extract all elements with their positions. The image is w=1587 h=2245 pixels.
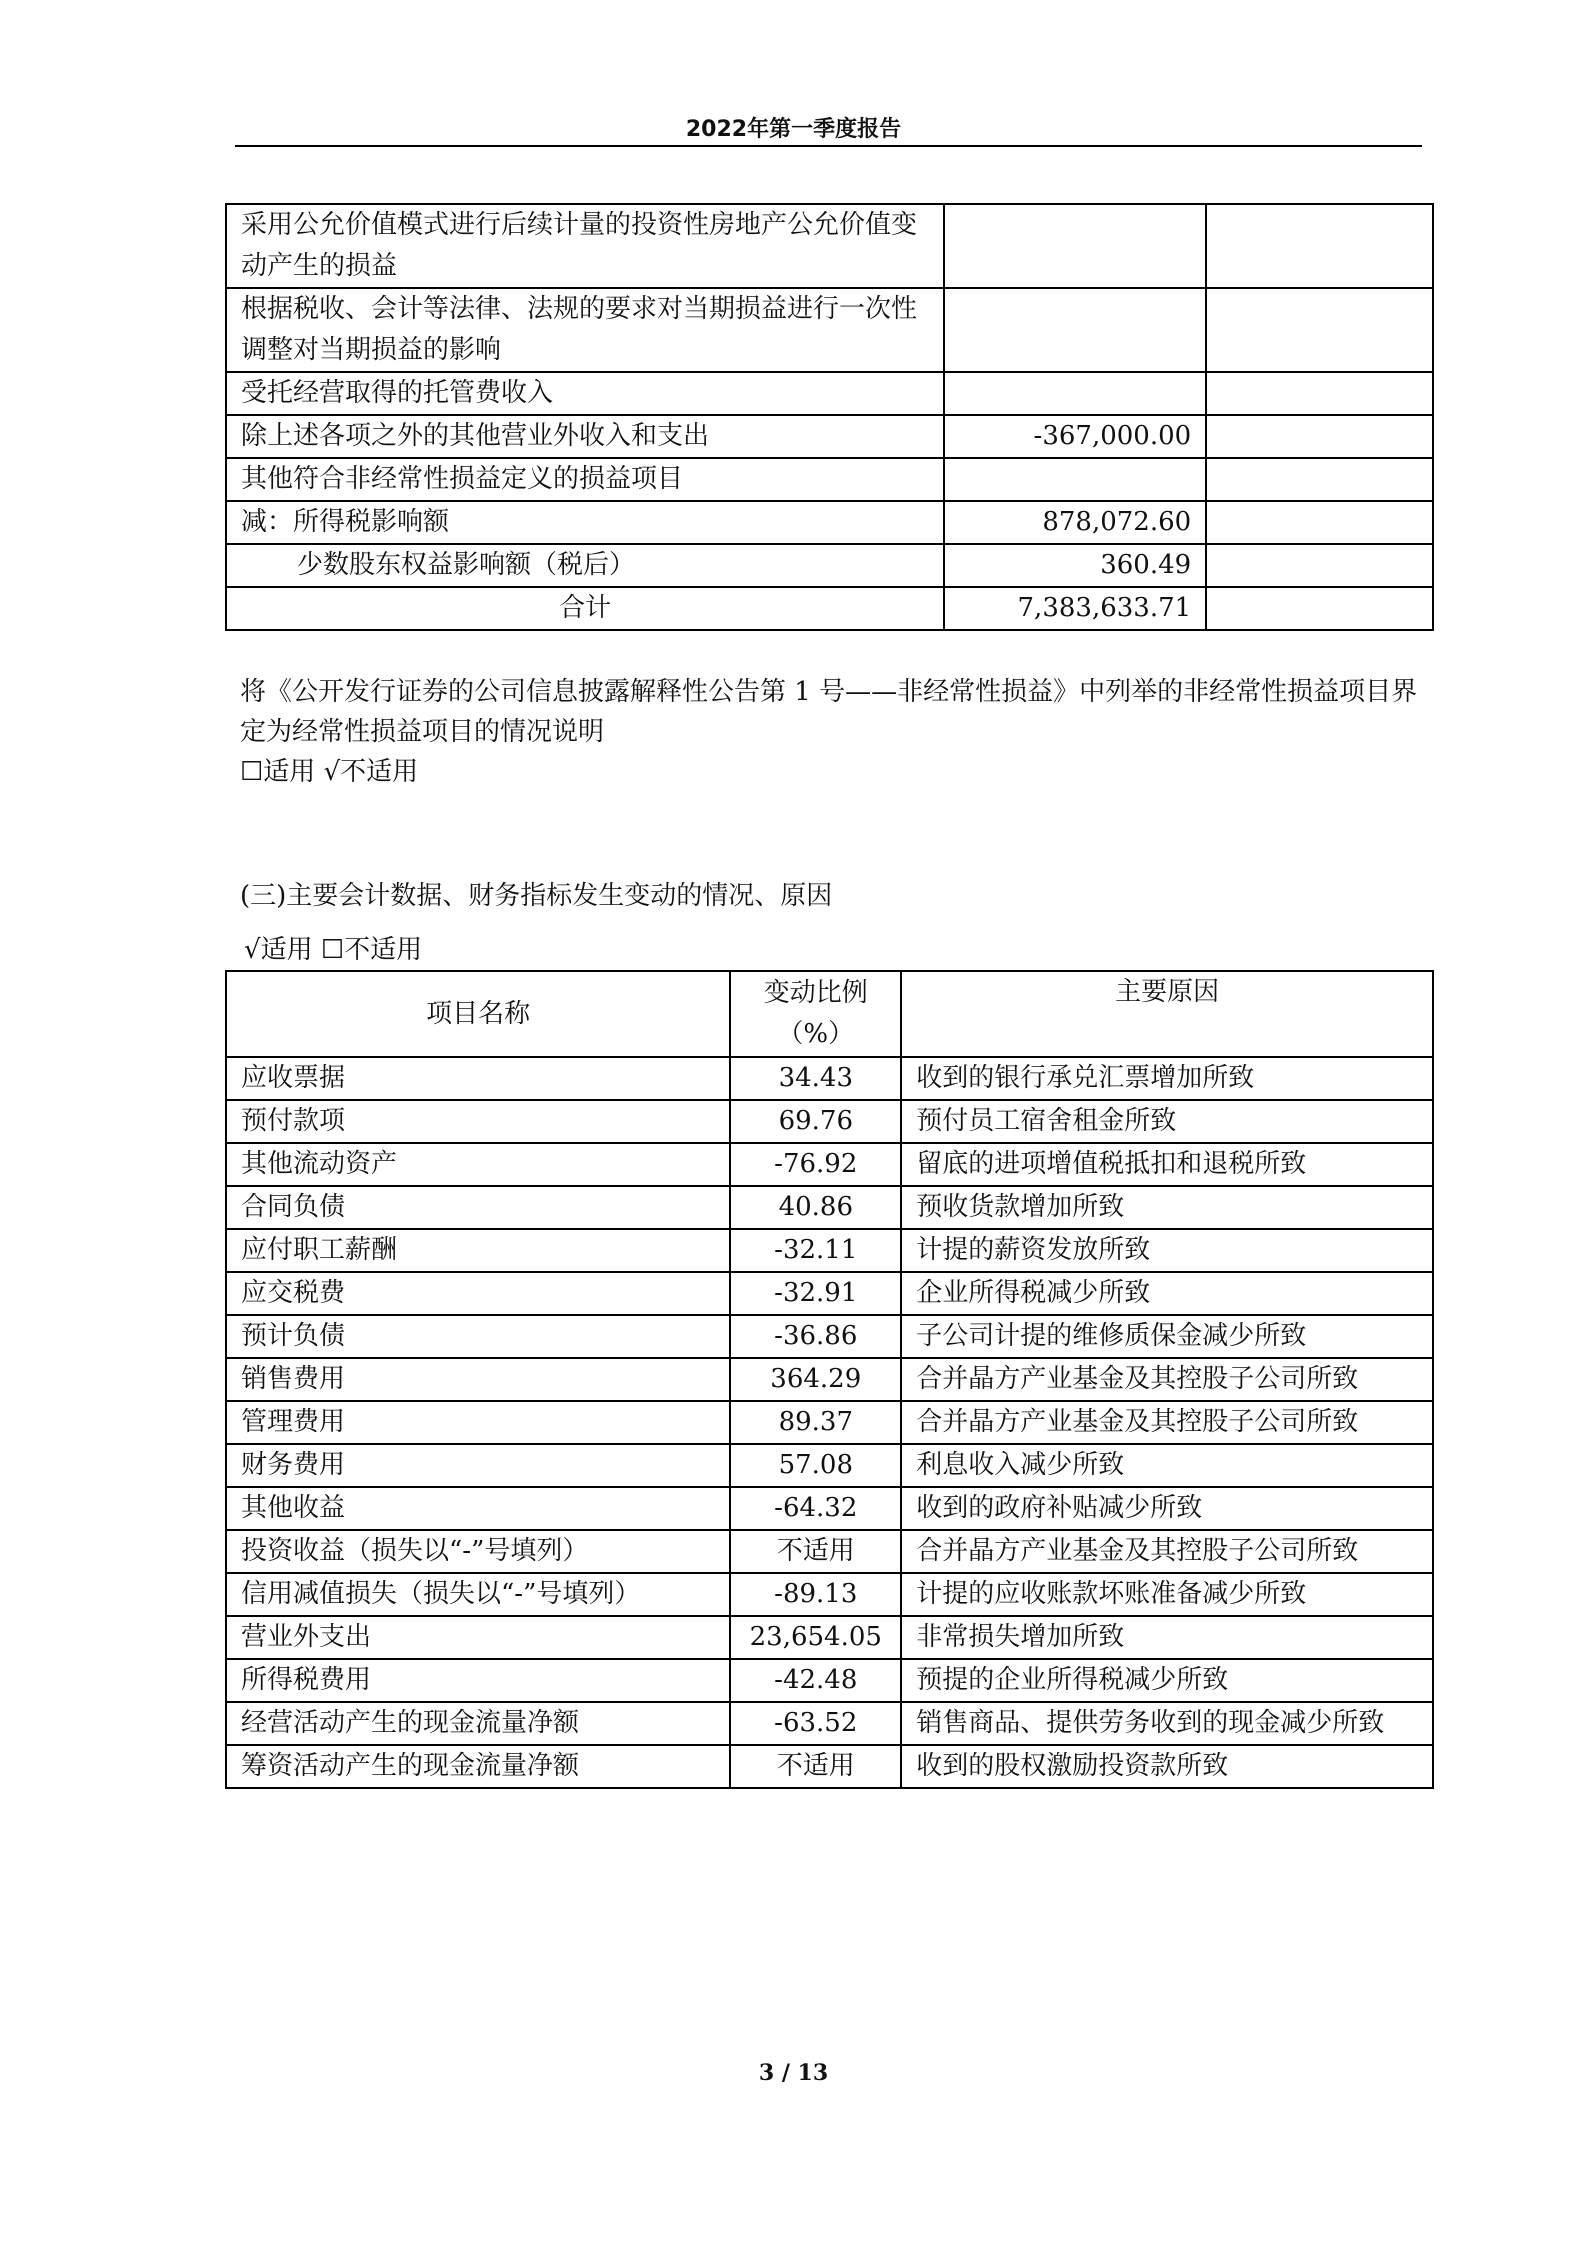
- item-cell: 营业外支出: [226, 1616, 730, 1659]
- ratio-cell: 40.86: [730, 1186, 901, 1229]
- reclassification-applicability: ☐适用 √不适用: [240, 757, 419, 787]
- amount-cell: [944, 458, 1206, 501]
- ratio-cell: -32.91: [730, 1272, 901, 1315]
- ratio-cell: -32.11: [730, 1229, 901, 1272]
- total-amount: 7,383,633.71: [944, 587, 1206, 630]
- section-title: (三)主要会计数据、财务指标发生变动的情况、原因: [240, 881, 833, 911]
- ratio-cell: -42.48: [730, 1659, 901, 1702]
- table-row: [226, 1100, 1433, 1143]
- table-row: [226, 458, 1433, 501]
- table-row: [226, 1272, 1433, 1315]
- item-cell: 除上述各项之外的其他营业外收入和支出: [226, 415, 944, 458]
- reason-cell: 合并晶方产业基金及其控股子公司所致: [901, 1358, 1433, 1401]
- item-cell: 应交税费: [226, 1272, 730, 1315]
- ratio-cell: 23,654.05: [730, 1616, 901, 1659]
- reason-cell: 合并晶方产业基金及其控股子公司所致: [901, 1401, 1433, 1444]
- item-cell: 其他流动资产: [226, 1143, 730, 1186]
- table-row: [226, 1530, 1433, 1573]
- reason-cell: 子公司计提的维修质保金减少所致: [901, 1315, 1433, 1358]
- section-applicability: √适用 ☐不适用: [244, 935, 423, 965]
- note-cell: [1206, 372, 1433, 415]
- reason-cell: 利息收入减少所致: [901, 1444, 1433, 1487]
- table-row: [226, 372, 1433, 415]
- ratio-cell: 89.37: [730, 1401, 901, 1444]
- item-cell: 预付款项: [226, 1100, 730, 1143]
- table-row: [226, 1659, 1433, 1702]
- note-cell: [1206, 501, 1433, 544]
- reason-cell: 企业所得税减少所致: [901, 1272, 1433, 1315]
- item-cell: 预计负债: [226, 1315, 730, 1358]
- ratio-cell: -76.92: [730, 1143, 901, 1186]
- item-cell: 其他收益: [226, 1487, 730, 1530]
- ratio-cell: 364.29: [730, 1358, 901, 1401]
- item-cell: 减：所得税影响额: [226, 501, 944, 544]
- item-cell: 销售费用: [226, 1358, 730, 1401]
- reason-cell: 预提的企业所得税减少所致: [901, 1659, 1433, 1702]
- item-cell: 经营活动产生的现金流量净额: [226, 1702, 730, 1745]
- total-row: [226, 587, 1433, 630]
- reason-cell: 预付员工宿舍租金所致: [901, 1100, 1433, 1143]
- table-row: [226, 1444, 1433, 1487]
- ratio-cell: -89.13: [730, 1573, 901, 1616]
- table-row: [226, 1573, 1433, 1616]
- note-cell: [1206, 587, 1433, 630]
- item-cell: 管理费用: [226, 1401, 730, 1444]
- reclassification-note: 将《公开发行证券的公司信息披露解释性公告第 1 号——非经常性损益》中列举的非经常性损益项目界定为经常性损益项目的情况说明: [240, 677, 1418, 747]
- header-ratio: 变动比例（%）: [730, 971, 901, 1057]
- note-cell: [1206, 415, 1433, 458]
- table-row: [226, 1401, 1433, 1444]
- item-cell: 合同负债: [226, 1186, 730, 1229]
- note-cell: [1206, 288, 1433, 372]
- note-cell: [1206, 544, 1433, 587]
- total-label: 合计: [226, 587, 944, 630]
- item-cell: 信用减值损失（损失以“-”号填列）: [226, 1573, 730, 1616]
- table-row: [226, 1315, 1433, 1358]
- reason-cell: 合并晶方产业基金及其控股子公司所致: [901, 1530, 1433, 1573]
- ratio-cell: 不适用: [730, 1745, 901, 1788]
- reason-cell: 留底的进项增值税抵扣和退税所致: [901, 1143, 1433, 1186]
- ratio-cell: 69.76: [730, 1100, 901, 1143]
- amount-cell: [944, 204, 1206, 288]
- reason-cell: 预收货款增加所致: [901, 1186, 1433, 1229]
- table-row: [226, 1358, 1433, 1401]
- amount-cell: 878,072.60: [944, 501, 1206, 544]
- amount-cell: [944, 372, 1206, 415]
- ratio-cell: -64.32: [730, 1487, 901, 1530]
- amount-cell: [944, 288, 1206, 372]
- item-cell: 其他符合非经常性损益定义的损益项目: [226, 458, 944, 501]
- page-header-title: 2022年第一季度报告: [685, 117, 902, 142]
- table-row: [226, 415, 1433, 458]
- table-row: [226, 1702, 1433, 1745]
- table-row: [226, 204, 1433, 288]
- header-item: 项目名称: [226, 971, 730, 1057]
- page-number: 3 / 13: [758, 2060, 829, 2086]
- item-cell: 投资收益（损失以“-”号填列）: [226, 1530, 730, 1573]
- ratio-cell: -63.52: [730, 1702, 901, 1745]
- ratio-cell: 34.43: [730, 1057, 901, 1100]
- table-row: [226, 1057, 1433, 1100]
- item-cell: 应付职工薪酬: [226, 1229, 730, 1272]
- header-divider: [235, 145, 1422, 147]
- note-cell: [1206, 458, 1433, 501]
- table-row: [226, 288, 1433, 372]
- non-recurring-gains-table: [225, 203, 1434, 631]
- reason-cell: 销售商品、提供劳务收到的现金减少所致: [901, 1702, 1433, 1745]
- table-row: [226, 1229, 1433, 1272]
- item-cell: 筹资活动产生的现金流量净额: [226, 1745, 730, 1788]
- reason-cell: 计提的薪资发放所致: [901, 1229, 1433, 1272]
- table-row: [226, 1487, 1433, 1530]
- item-cell: 根据税收、会计等法律、法规的要求对当期损益进行一次性调整对当期损益的影响: [226, 288, 944, 372]
- ratio-cell: -36.86: [730, 1315, 901, 1358]
- reason-cell: 收到的政府补贴减少所致: [901, 1487, 1433, 1530]
- ratio-cell: 不适用: [730, 1530, 901, 1573]
- table-row: [226, 501, 1433, 544]
- reason-cell: 计提的应收账款坏账准备减少所致: [901, 1573, 1433, 1616]
- table-row: [226, 1186, 1433, 1229]
- header-reason: 主要原因: [901, 971, 1433, 1057]
- reason-cell: 收到的股权激励投资款所致: [901, 1745, 1433, 1788]
- item-cell: 采用公允价值模式进行后续计量的投资性房地产公允价值变动产生的损益: [226, 204, 944, 288]
- table-row: [226, 1745, 1433, 1788]
- table-row: [226, 1616, 1433, 1659]
- table-row: [226, 544, 1433, 587]
- item-cell: 所得税费用: [226, 1659, 730, 1702]
- ratio-cell: 57.08: [730, 1444, 901, 1487]
- item-cell: 少数股东权益影响额（税后）: [226, 544, 944, 587]
- table-header-row: [226, 971, 1433, 1057]
- table-row: [226, 1143, 1433, 1186]
- reason-cell: 非常损失增加所致: [901, 1616, 1433, 1659]
- item-cell: 受托经营取得的托管费收入: [226, 372, 944, 415]
- financial-changes-table: [225, 970, 1434, 1789]
- amount-cell: -367,000.00: [944, 415, 1206, 458]
- item-cell: 财务费用: [226, 1444, 730, 1487]
- amount-cell: 360.49: [944, 544, 1206, 587]
- note-cell: [1206, 204, 1433, 288]
- item-cell: 应收票据: [226, 1057, 730, 1100]
- reason-cell: 收到的银行承兑汇票增加所致: [901, 1057, 1433, 1100]
